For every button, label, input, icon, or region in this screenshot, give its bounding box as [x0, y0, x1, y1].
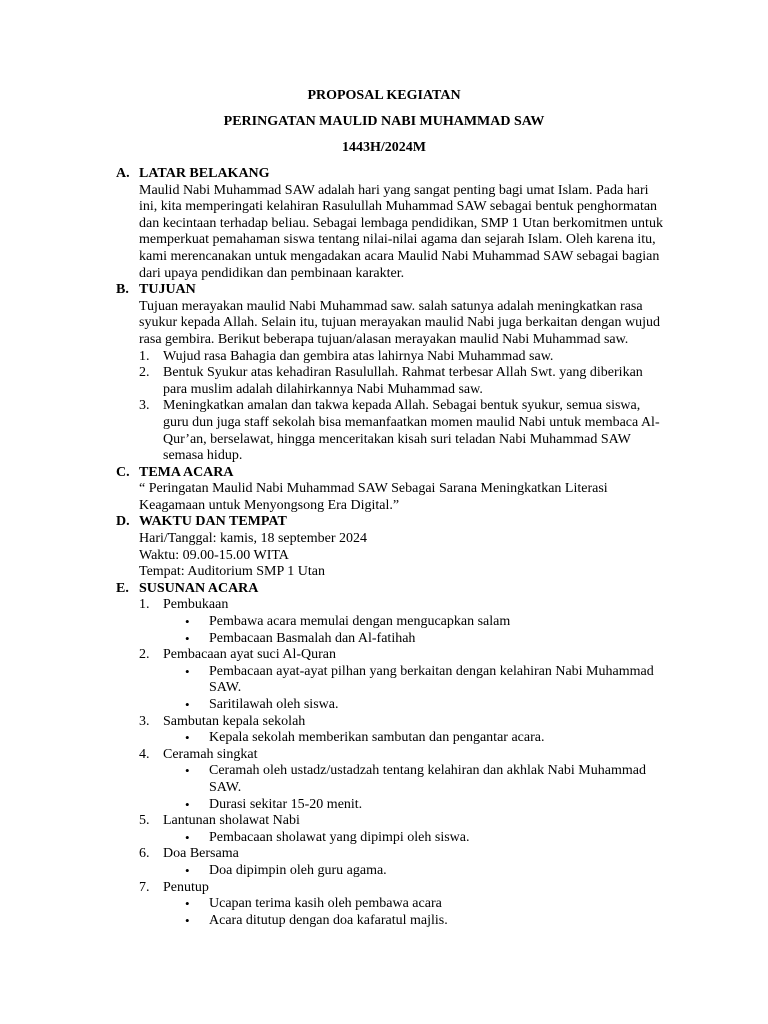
text-line: Qur’an, berselawat, hingga menceritakan kisah suri teladan Nabi Muhammad SAW — [163, 431, 631, 447]
section-letter: C. — [116, 464, 130, 480]
text-line: semasa hidup. — [163, 448, 243, 464]
text-line: Wujud rasa Bahagia dan gembira atas lahirnya Nabi Muhammad saw. — [163, 348, 554, 364]
list-item — [116, 714, 676, 731]
document-subtitle: PERINGATAN MAULID NABI MUHAMMAD SAW — [223, 114, 545, 129]
bullet-item — [116, 631, 676, 648]
list-label: Sambutan kepala sekolah — [163, 713, 306, 729]
text-line: guru dun juga staff sekolah bisa memanfaatkan momen maulid Nabi untuk membaca Al- — [163, 414, 660, 430]
bullet-item — [116, 664, 676, 697]
text-line: Bentuk Syukur atas kehadiran Rasulullah. Rahmat terbesar Allah Swt. yang diberikan — [163, 365, 643, 381]
text-line: Maulid Nabi Muhammad SAW adalah hari yang sangat penting bagi umat Islam. Pada hari — [139, 182, 649, 198]
bullet-item — [116, 763, 676, 796]
text-line: Meningkatkan amalan dan takwa kepada Allah. Sebagai bentuk syukur, semua siswa, — [163, 398, 641, 414]
text-line: Pembacaan Basmalah dan Al-fatihah — [209, 630, 416, 646]
bullet-item — [116, 614, 676, 631]
bullet-item — [116, 697, 676, 714]
list-item — [116, 647, 676, 664]
bullet-icon: • — [185, 663, 190, 679]
list-number: 3. — [139, 713, 150, 729]
section-letter: D. — [116, 514, 130, 530]
text-line: ini, kita memperingati kelahiran Rasulullah Muhammad SAW sebagai bentuk penghormatan — [139, 199, 658, 215]
list-label: Lantunan sholawat Nabi — [163, 813, 300, 829]
text-line: SAW. — [209, 680, 242, 696]
list-number: 3. — [139, 398, 150, 414]
bullet-icon: • — [185, 697, 190, 712]
section-letter: E. — [116, 580, 129, 596]
list-item — [116, 597, 676, 614]
list-item — [116, 349, 676, 366]
bullet-icon: • — [185, 614, 190, 630]
list-label: Penutup — [163, 879, 209, 895]
text-line: Waktu: 09.00-15.00 WITA — [139, 547, 289, 563]
section-title: SUSUNAN ACARA — [139, 580, 259, 596]
section-a-heading — [116, 166, 676, 183]
list-number: 5. — [139, 813, 150, 829]
section-letter: A. — [116, 166, 130, 181]
text-line: “ Peringatan Maulid Nabi Muhammad SAW Sebagai Sarana Meningkatkan Literasi — [139, 481, 608, 497]
list-number: 1. — [139, 348, 150, 364]
bullet-item — [116, 830, 676, 847]
list-item — [116, 813, 676, 830]
section-e-heading — [116, 581, 676, 598]
list-item — [116, 846, 676, 863]
text-line: Tempat: Auditorium SMP 1 Utan — [139, 564, 325, 580]
text-line: dari upaya pendidikan dan pembinaan karakter. — [139, 265, 405, 281]
document-year: 1443H/2024M — [342, 140, 426, 155]
text-line: Pembacaan ayat-ayat pilhan yang berkaitan dengan kelahiran Nabi Muhammad — [209, 663, 654, 679]
text-line: SAW. — [209, 779, 242, 795]
section-title: TEMA ACARA — [139, 464, 234, 480]
list-label: Doa Bersama — [163, 846, 239, 862]
section-title: TUJUAN — [139, 282, 196, 298]
list-number: 2. — [139, 647, 150, 663]
list-number: 4. — [139, 746, 150, 762]
list-item — [116, 880, 676, 897]
section-b-paragraph — [116, 299, 676, 349]
text-line: rasa gembira. Berikut beberapa tujuan/alasan merayakan maulid Nabi Muhammad saw. — [139, 331, 629, 347]
bullet-icon: • — [185, 862, 190, 878]
document-body — [116, 166, 676, 929]
text-line: syukur kepada Allah. Selain itu, tujuan merayakan maulid Nabi juga berkaitan dengan wujud — [139, 315, 660, 331]
list-number: 7. — [139, 879, 150, 895]
text-line: dan kecintaan terhadap beliau. Sebagai lembaga pendidikan, SMP 1 Utan berkomitmen untuk — [139, 215, 663, 231]
list-label: Pembukaan — [163, 597, 229, 613]
list-item — [116, 747, 676, 764]
text-line: memperkuat pemahaman siswa tentang nilai-nilai agama dan sejarah Islam. Oleh karena itu, — [139, 232, 656, 248]
text-line: para muslim adalah dilahirkannya Nabi Muhammad saw. — [163, 381, 483, 397]
bullet-icon: • — [185, 912, 190, 928]
list-number: 2. — [139, 365, 150, 381]
section-title: WAKTU DAN TEMPAT — [139, 514, 287, 530]
section-a-paragraph — [116, 183, 676, 283]
list-number: 1. — [139, 597, 150, 613]
section-c-heading — [116, 465, 676, 482]
list-item — [116, 365, 676, 398]
bullet-icon: • — [185, 796, 190, 812]
text-line: Kepala sekolah memberikan sambutan dan pengantar acara. — [209, 730, 545, 746]
bullet-icon: • — [185, 896, 190, 912]
text-line: Ceramah oleh ustadz/ustadzah tentang kelahiran dan akhlak Nabi Muhammad — [209, 763, 646, 779]
section-d-paragraph — [116, 531, 676, 581]
text-line: Acara ditutup dengan doa kafaratul majlis. — [209, 912, 448, 928]
text-line: Pembacaan sholawat yang dipimpi oleh siswa. — [209, 829, 470, 845]
bullet-icon: • — [185, 730, 190, 746]
text-line: Hari/Tanggal: kamis, 18 september 2024 — [139, 531, 368, 547]
list-item — [116, 398, 676, 464]
text-line: Saritilawah oleh siswa. — [209, 697, 339, 712]
list-label: Pembacaan ayat suci Al-Quran — [163, 647, 336, 663]
bullet-icon: • — [185, 829, 190, 845]
bullet-icon: • — [185, 763, 190, 779]
text-line: Doa dipimpin oleh guru agama. — [209, 862, 387, 878]
section-b-heading — [116, 282, 676, 299]
bullet-item — [116, 797, 676, 814]
section-letter: B. — [116, 282, 129, 298]
text-line: Pembawa acara memulai dengan mengucapkan salam — [209, 614, 511, 630]
text-line: kami merencanakan untuk mengadakan acara Maulid Nabi Muhammad SAW sebagai bagian — [139, 248, 660, 264]
section-d-heading — [116, 514, 676, 531]
text-line: Ucapan terima kasih oleh pembawa acara — [209, 896, 442, 912]
section-title: LATAR BELAKANG — [139, 166, 270, 181]
bullet-item — [116, 913, 676, 930]
bullet-item — [116, 863, 676, 880]
bullet-item — [116, 896, 676, 913]
bullet-item — [116, 730, 676, 747]
section-c-paragraph — [116, 481, 676, 514]
bullet-icon: • — [185, 630, 190, 646]
document-title: PROPOSAL KEGIATAN — [307, 88, 461, 103]
text-line: Durasi sekitar 15-20 menit. — [209, 796, 363, 812]
text-line: Tujuan merayakan maulid Nabi Muhammad saw. salah satunya adalah meningkatkan rasa — [139, 298, 643, 314]
list-label: Ceramah singkat — [163, 746, 258, 762]
text-line: Keagamaan untuk Menyongsong Era Digital.” — [139, 497, 400, 513]
list-number: 6. — [139, 846, 150, 862]
